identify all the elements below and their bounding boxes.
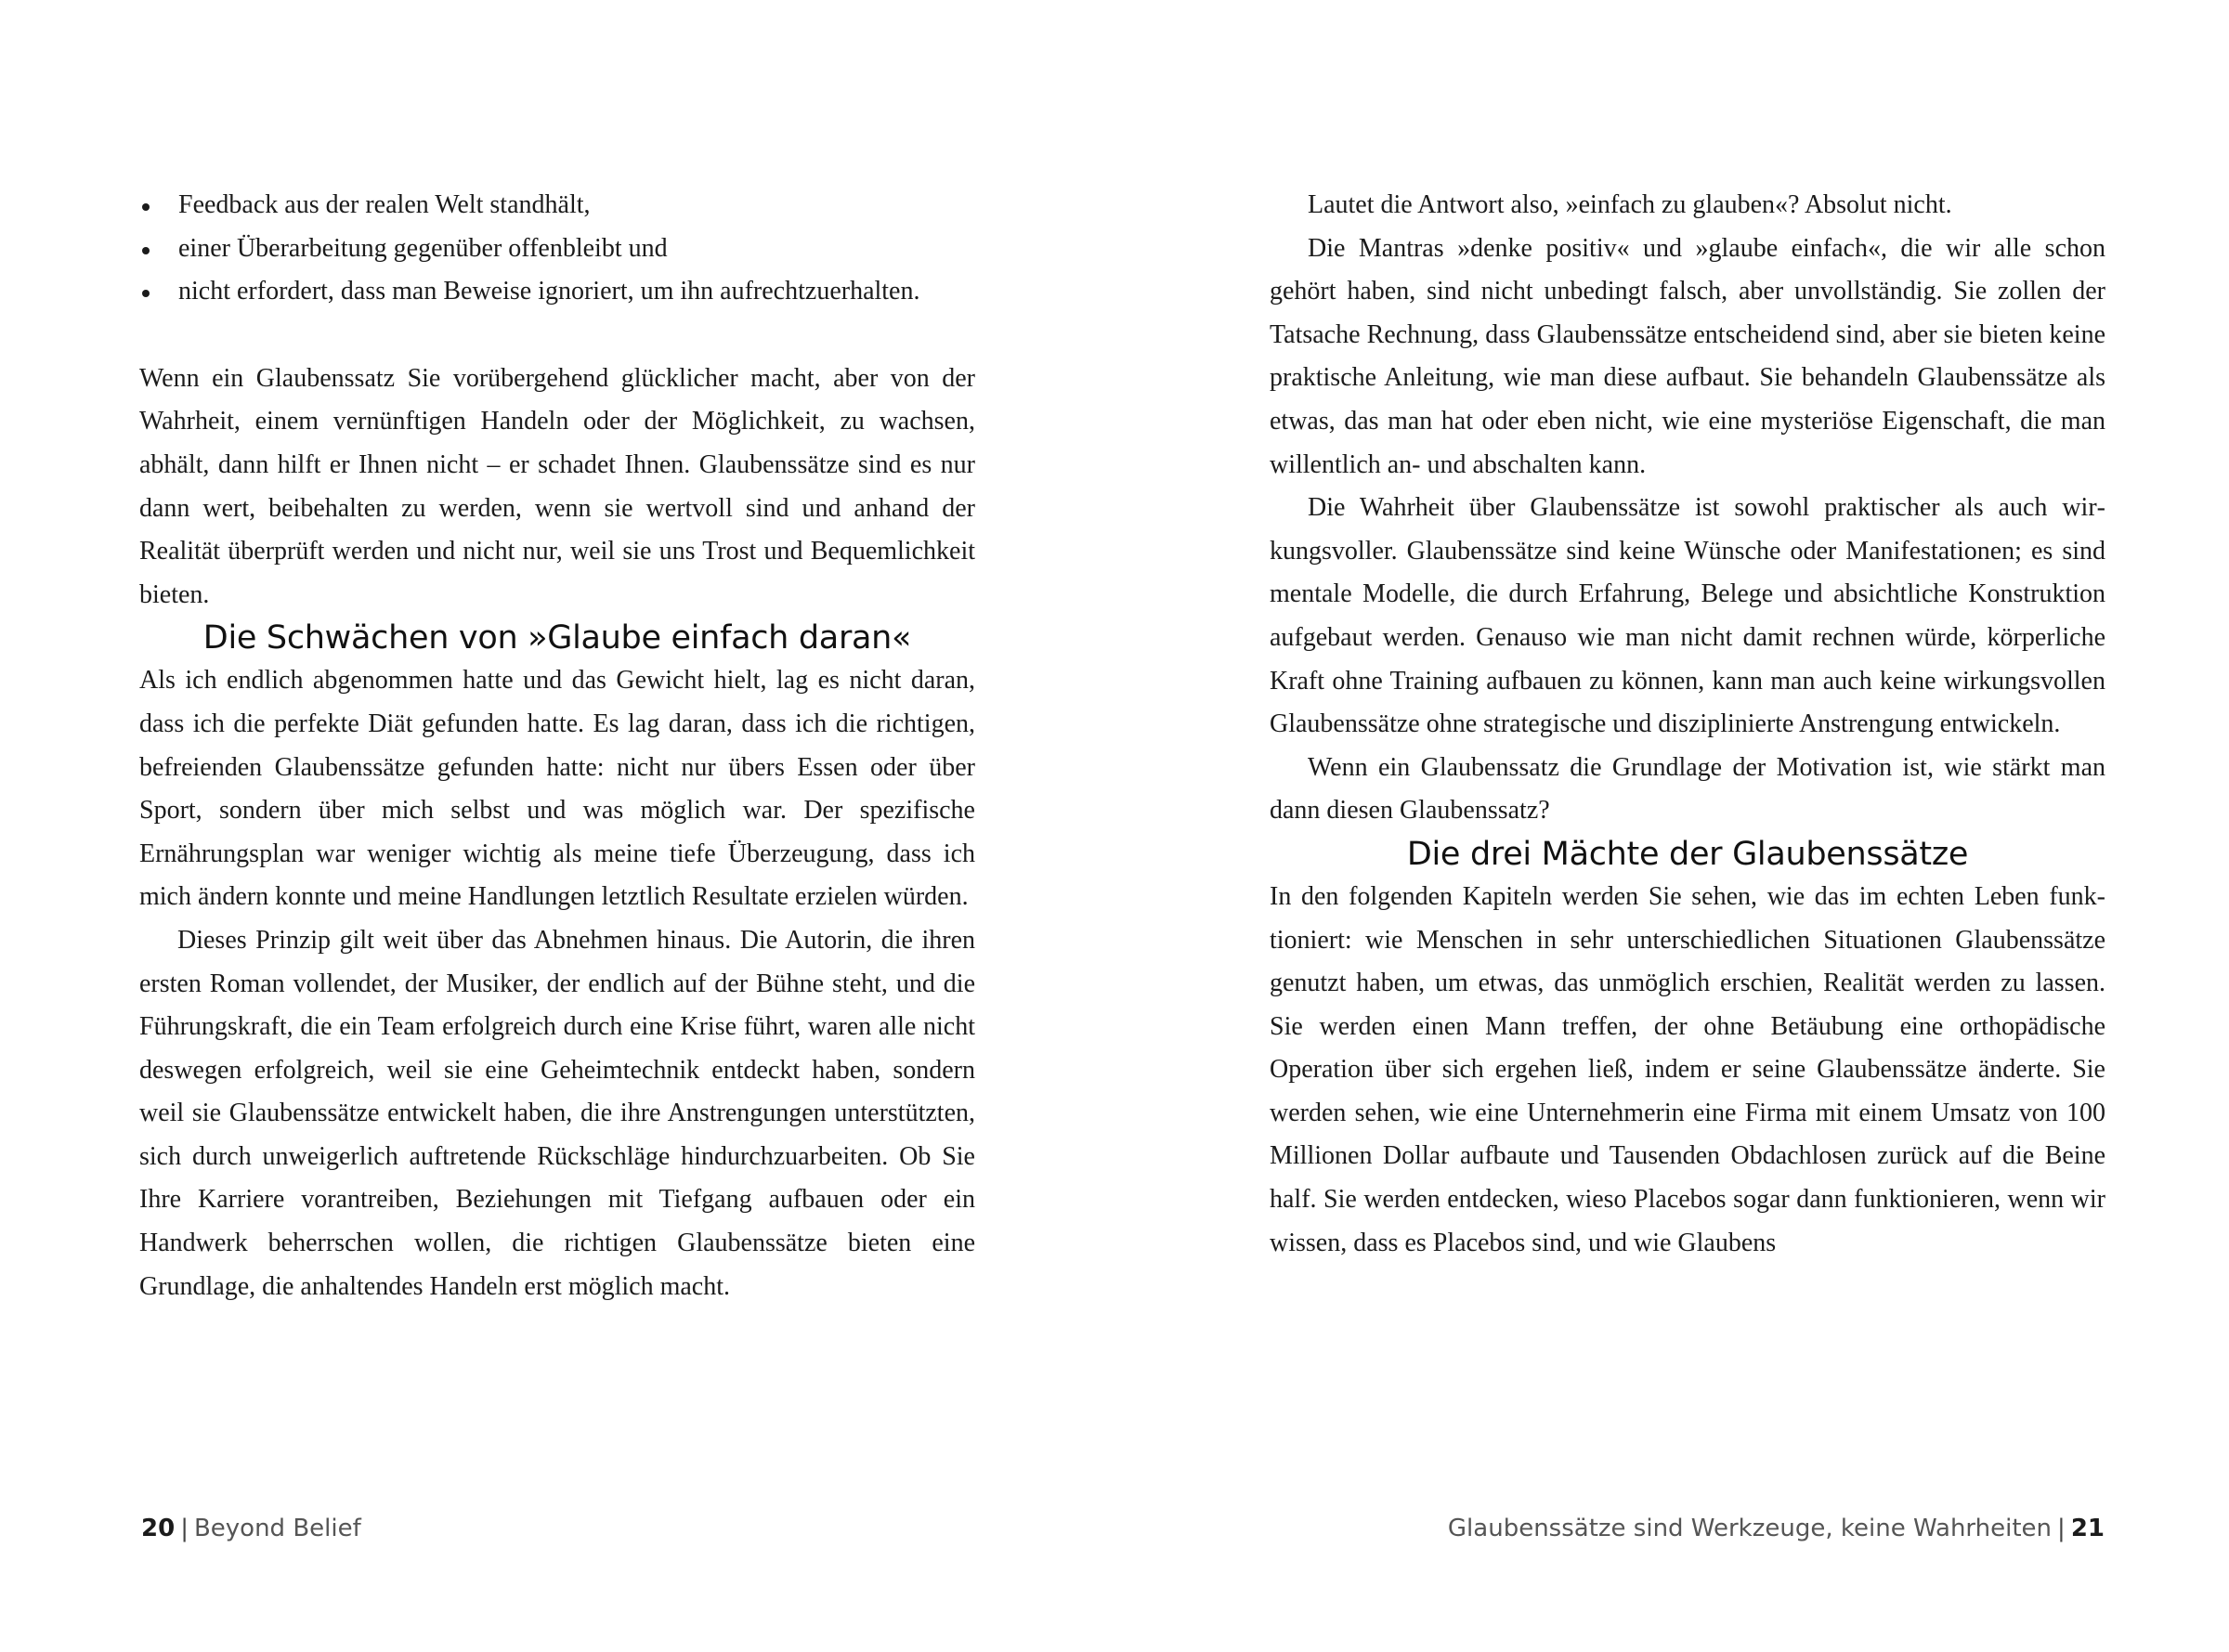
- paragraph: In den folgenden Kapiteln werden Sie sehen, wie das im echten Leben funktioniert: wie Menschen in sehr unterschiedlichen Situationen Glaubenssätze genutzt haben, um etwas, das unmöglich erschien, Realität werden zu lassen. Sie werden einen Mann treffen, der ohne Betäubung eine orthopädische Operation über sich ergehen ließ, indem er seine Glaubenssätze änderte. Sie werden sehen, wie eine Unternehmerin eine Firma mit einem Umsatz von 100 Millionen Dollar aufbaute und Tausenden Obdachlosen zurück auf die Beine half. Sie werden entdecken, wieso Placebos sogar dann funktionieren, wenn wir wissen, dass es Placebos sind, und wie Glaubens: [1270, 881, 2105, 1257]
- paragraph: Wenn ein Glaubenssatz die Grundlage der Motivation ist, wie stärkt man dann diesen Glaubenssatz?: [1270, 752, 2105, 826]
- paragraph: Als ich endlich abgenommen hatte und das Gewicht hielt, lag es nicht daran, dass ich die perfekte Diät gefunden hatte. Es lag daran, dass ich die richtigen, befreienden Glaubenssätze gefunden hatte: nicht nur übers Essen oder über Sport, sondern über mich selbst und was möglich war. Der spezifische Ernährungsplan war weniger wichtig als meine tiefe Überzeugung, dass ich mich ändern konnte und meine Handlungen letztlich Resultate erzielen würden.: [139, 666, 975, 912]
- page-footer-left: [141, 1510, 361, 1547]
- page-footer-right: [1448, 1510, 2105, 1547]
- page-number: 20: [141, 1515, 176, 1542]
- list-item: Feedback aus der realen Welt standhält,: [139, 184, 975, 228]
- paragraph: Dieses Prinzip gilt weit über das Abnehmen hinaus. Die Autorin, die ihren ersten Roman vollendet, der Musiker, der endlich auf der Bühne steht, und die Führungskraft, die ein Team erfolgreich durch eine Krise führt, waren alle nicht deswegen erfolgreich, weil sie eine Geheimtechnik entdeckt haben, sondern weil sie Glaubenssätze entwickelt haben, die ihre Anstrengungen unterstützten, sich durch unweigerlich auftretende Rückschläge hindurchzuarbeiten. Ob Sie Ihre Karriere vorantreiben, Beziehungen mit Tiefgang aufbauen oder ein Handwerk beherrschen wollen, die richtigen Glaubenssätze bieten eine Grundlage, die anhaltendes Handeln erst möglich macht.: [139, 925, 975, 1301]
- list-item: einer Überarbeitung gegenüber offenbleibt und: [139, 228, 975, 271]
- footer-separator: |: [180, 1515, 189, 1542]
- running-head: Beyond Belief: [193, 1515, 361, 1542]
- section-heading: Die Schwächen von »Glaube einfach daran«: [202, 619, 912, 657]
- left-page: [139, 184, 975, 1308]
- running-head: Glaubenssätze sind Werkzeuge, keine Wahrheiten: [1447, 1515, 2053, 1542]
- paragraph: Wenn ein Glaubenssatz Sie vorübergehend glücklicher macht, aber von der Wahrheit, einem vernünftigen Handeln oder der Möglichkeit, zu wachsen, abhält, dann hilft er Ihnen nicht – er schadet Ihnen. Glaubenssätze sind es nur dann wert, beibehalten zu werden, wenn sie wertvoll sind und anhand der Realität überprüft werden und nicht nur, weil sie uns Trost und Bequemlichkeit bieten.: [139, 363, 975, 609]
- right-page: [1270, 184, 2105, 1265]
- paragraph: Die Wahrheit über Glaubenssätze ist sowohl praktischer als auch wirkungsvoller. Glaubenssätze sind keine Wünsche oder Manifestationen; es sind mentale Modelle, die durch Erfahrung, Belege und absichtliche Konstruktion aufgebaut werden. Genauso wie man nicht damit rechnen würde, körperliche Kraft ohne Training aufbauen zu können, kann man auch keine wirkungsvollen Glaubenssätze ohne strategische und disziplinierte Anstrengung entwickeln.: [1270, 493, 2105, 739]
- spacer: [139, 314, 975, 358]
- list-item: nicht erfordert, dass man Beweise ignoriert, um ihn aufrechtzuerhalten.: [139, 270, 975, 314]
- bullet-list: [139, 184, 975, 314]
- paragraph: Lautet die Antwort also, »einfach zu glauben«? Absolut nicht.: [1308, 190, 1952, 219]
- section-heading: Die drei Mächte der Glaubenssätze: [1406, 835, 1969, 873]
- page-number: 21: [2070, 1515, 2105, 1542]
- paragraph: Die Mantras »denke positiv« und »glaube einfach«, die wir alle schon gehört haben, sind nicht unbedingt falsch, aber unvollständig. Sie zollen der Tatsache Rechnung, dass Glaubenssätze entscheidend sind, aber sie bieten keine praktische Anleitung, wie man diese aufbaut. Sie behandeln Glaubenssätze als etwas, das man hat oder eben nicht, wie eine mysteriöse Eigenschaft, die man willentlich an- und abschalten kann.: [1270, 233, 2105, 479]
- footer-separator: |: [2057, 1515, 2066, 1542]
